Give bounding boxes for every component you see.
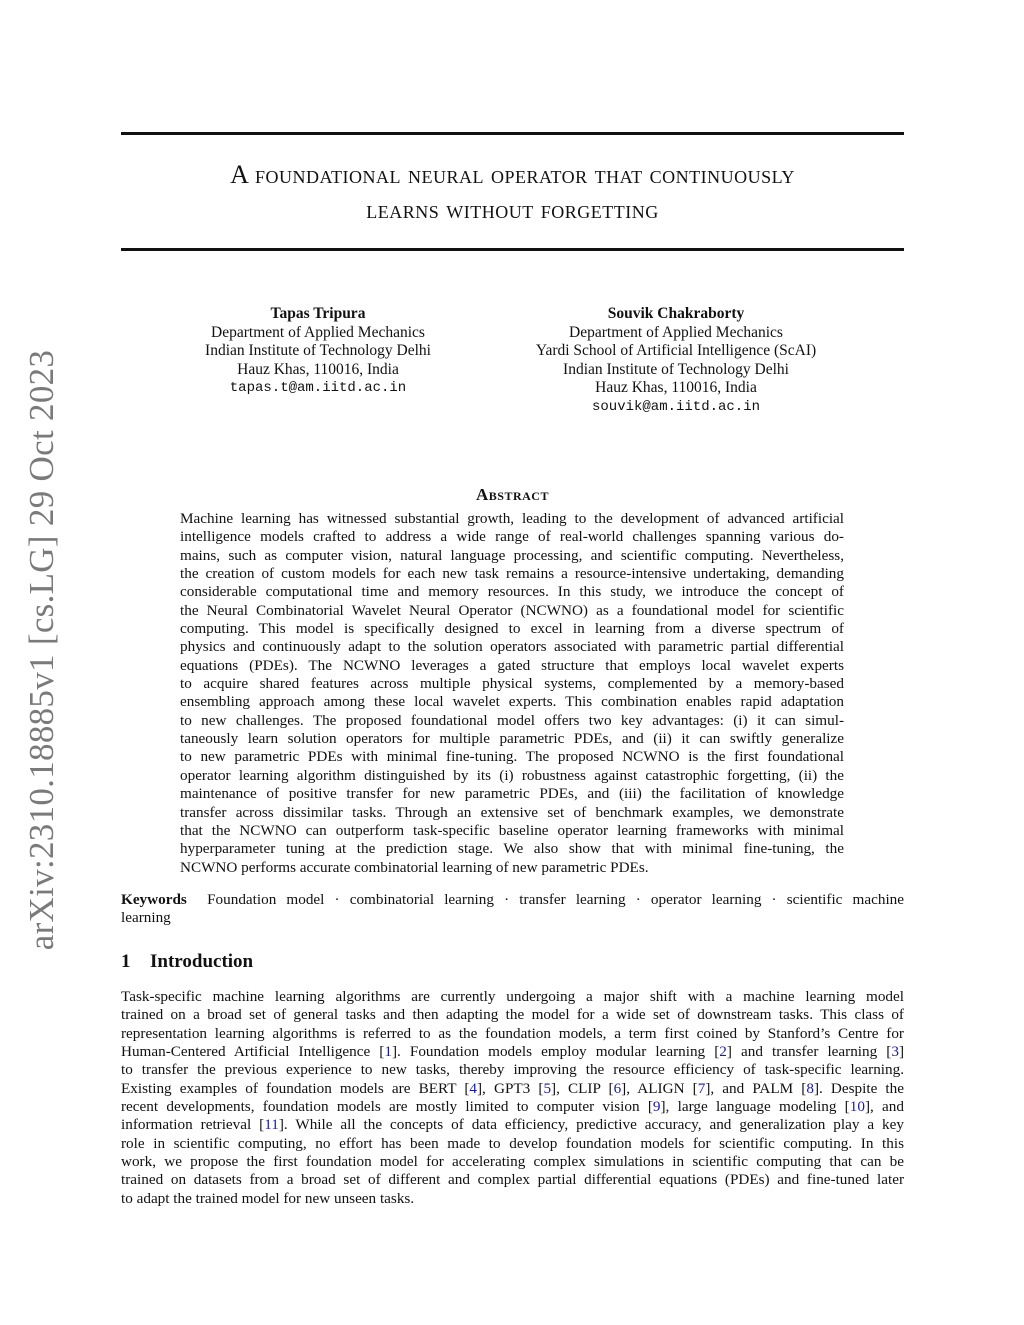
title-rule-top [121,132,904,135]
section-number: 1 [121,951,131,972]
keywords-text: Foundation model · combinatorial learning · transfer learning · operator learning · scientific machine [207,891,904,908]
abstract-line: mains, such as computer vision, natural language processing, and scientific computing. Nevertheless, [180,546,844,564]
abstract-heading: Abstract [476,485,549,504]
citation-link[interactable]: 4 [469,1079,477,1097]
abstract-line: transfer across dissimilar tasks. Through an extensive set of benchmark examples, we demonstrate [180,803,844,821]
citation-link[interactable]: 7 [697,1079,706,1097]
intro-text: ] [898,1043,904,1061]
citation-link[interactable]: 11 [264,1116,279,1134]
intro-text: recent developments, foundation models are mostly limited to computer vision [ [121,1098,653,1116]
intro-text: ]. Despite the [813,1079,904,1097]
introduction-body [121,988,904,1208]
abstract-line: physics and continuously adapt to the solution operators associated with parametric partial differential [180,638,844,656]
intro-line [121,1043,904,1061]
abstract-line: that the NCWNO can outperform task-specific baseline operator learning frameworks with minimal [180,821,844,839]
abstract-line: equations (PDEs). The NCWNO leverages a gated structure that employs local wavelet experts [180,656,844,674]
citation-link[interactable]: 10 [849,1098,865,1116]
paper-title-line-2: learns without forgetting [366,195,659,224]
citation-link[interactable]: 6 [613,1079,622,1097]
abstract-body [180,510,844,877]
author-affiliation: Hauz Khas, 110016, India [237,360,399,378]
intro-line [121,1171,904,1189]
author-affiliation: Hauz Khas, 110016, India [595,379,757,396]
abstract-line: to new parametric PDEs with minimal fine-tuning. The proposed NCWNO is the first foundational [180,748,844,766]
intro-text: to adapt the trained model for new unseen tasks. [121,1189,415,1207]
citation-link[interactable]: 5 [543,1079,552,1097]
author-affiliation: Yardi School of Artificial Intelligence (ScAI) [535,342,817,359]
intro-text: role in scientific computing, no effort has been made to develop foundation models for scientific computing. In this [121,1134,904,1152]
author-name: Tapas Tripura [270,305,366,322]
intro-text: ], large language modeling [ [660,1098,850,1116]
author-email[interactable]: souvik@am.iitd.ac.in [591,398,761,415]
abstract-line: Machine learning has witnessed substantial growth, leading to the development of advanced artificial [180,510,844,527]
abstract-line: to acquire shared features across multiple physical systems, complemented by a memory-based [180,675,844,693]
author-affiliation: Indian Institute of Technology Delhi [205,342,431,359]
intro-text: ], GPT3 [ [477,1079,544,1097]
section-title: Introduction [150,951,254,972]
intro-line [121,988,904,1006]
intro-text: representation learning algorithms is referred to as the foundation models, a term first coined by Stanford’s Centre for [121,1024,904,1042]
intro-text: work, we propose the first foundation model for accelerating complex simulations in scientific computing that can be [121,1153,904,1171]
intro-text: ]. While all the concepts of data efficiency, predictive accuracy, and generalization play a key [278,1116,904,1134]
intro-text: ], and PALM [ [705,1079,807,1097]
intro-line [121,1098,904,1116]
intro-text: to transfer the previous experience to new tasks, thereby improving the resource efficiency of task-specific learning. [121,1061,904,1079]
intro-line [121,1190,904,1208]
intro-text: ], CLIP [ [551,1079,614,1097]
intro-text: Existing examples of foundation models are BERT [ [121,1079,470,1097]
intro-text: ], ALIGN [ [621,1079,698,1097]
author-name: Souvik Chakraborty [607,305,745,322]
author-block-2 [490,305,862,416]
abstract-line: intelligence models crafted to address a wide range of real-world challenges spanning various do- [180,528,844,546]
abstract-line: considerable computational time and memory resources. In this study, we introduce the concept of [180,583,844,601]
citation-link[interactable]: 3 [891,1043,899,1061]
abstract-line: NCWNO performs accurate combinatorial learning of new parametric PDEs. [180,858,649,876]
author-affiliation: Indian Institute of Technology Delhi [563,360,789,378]
intro-line [121,1153,904,1171]
section-heading [121,951,253,973]
intro-text: Human-Centered Artificial Intelligence [ [121,1043,385,1061]
intro-text: Task-specific machine learning algorithms are currently undergoing a major shift with a machine learning model [121,988,904,1005]
citation-link[interactable]: 8 [806,1079,814,1097]
citation-link[interactable]: 1 [384,1043,392,1061]
paper-title-line-1: A foundational neural operator that continuously [230,160,795,189]
title-rule-bottom [121,248,904,251]
abstract-line: hyperparameter tuning at the prediction stage. We also show that with minimal fine-tuning, the [180,840,844,858]
intro-text: information retrieval [ [121,1116,265,1134]
abstract-line: the Neural Combinatorial Wavelet Neural Operator (NCWNO) as a foundational model for scientific [180,601,844,619]
author-affiliation: Department of Applied Mechanics [211,323,425,341]
intro-line [121,1025,904,1043]
abstract-line: operator learning algorithm distinguished by its (i) robustness against catastrophic forgetting, (ii) the [180,766,844,784]
abstract-line: to new challenges. The proposed foundational model offers two key advantages: (i) it can simul- [180,711,844,729]
intro-text: trained on a broad set of general tasks and then adapting the model for a wide set of downstream tasks. This class of [121,1006,904,1024]
intro-line [121,1116,904,1134]
arxiv-identifier-stamp[interactable]: arXiv:2310.18885v1 [cs.LG] 29 Oct 2023 [22,349,61,951]
abstract-line: computing. This model is specifically designed to excel in learning from a diverse spectrum of [180,620,844,638]
keywords-line-2: learning [121,909,171,927]
intro-text: ]. Foundation models employ modular learning [ [391,1043,720,1061]
intro-text: trained on datasets from a broad set of different and complex partial differential equations (PDEs) and fine-tuned later [121,1171,904,1189]
intro-line [121,1061,904,1079]
author-email[interactable]: tapas.t@am.iitd.ac.in [229,380,407,396]
abstract-line: taneously learn solution operators for multiple parametric PDEs, and (ii) it can swiftly generalize [180,730,844,748]
keywords [121,891,904,928]
author-block-1 [168,305,468,398]
abstract-line: the creation of custom models for each new task remains a resource-intensive undertaking, demanding [180,565,844,583]
keywords-label: Keywords [121,891,187,908]
abstract-line: ensembling approach among these local wavelet experts. This combination enables rapid adaptation [180,693,844,711]
intro-line [121,1135,904,1153]
citation-link[interactable]: 9 [652,1098,661,1116]
citation-link[interactable]: 2 [719,1043,727,1061]
abstract-line: maintenance of positive transfer for new parametric PDEs, and (iii) the facilitation of knowledge [180,785,844,803]
keywords-line-1 [121,891,904,909]
intro-text: ] and transfer learning [ [726,1043,892,1061]
intro-line [121,1006,904,1024]
intro-line [121,1080,904,1098]
intro-text: ], and [864,1098,904,1116]
author-affiliation: Department of Applied Mechanics [569,323,783,341]
